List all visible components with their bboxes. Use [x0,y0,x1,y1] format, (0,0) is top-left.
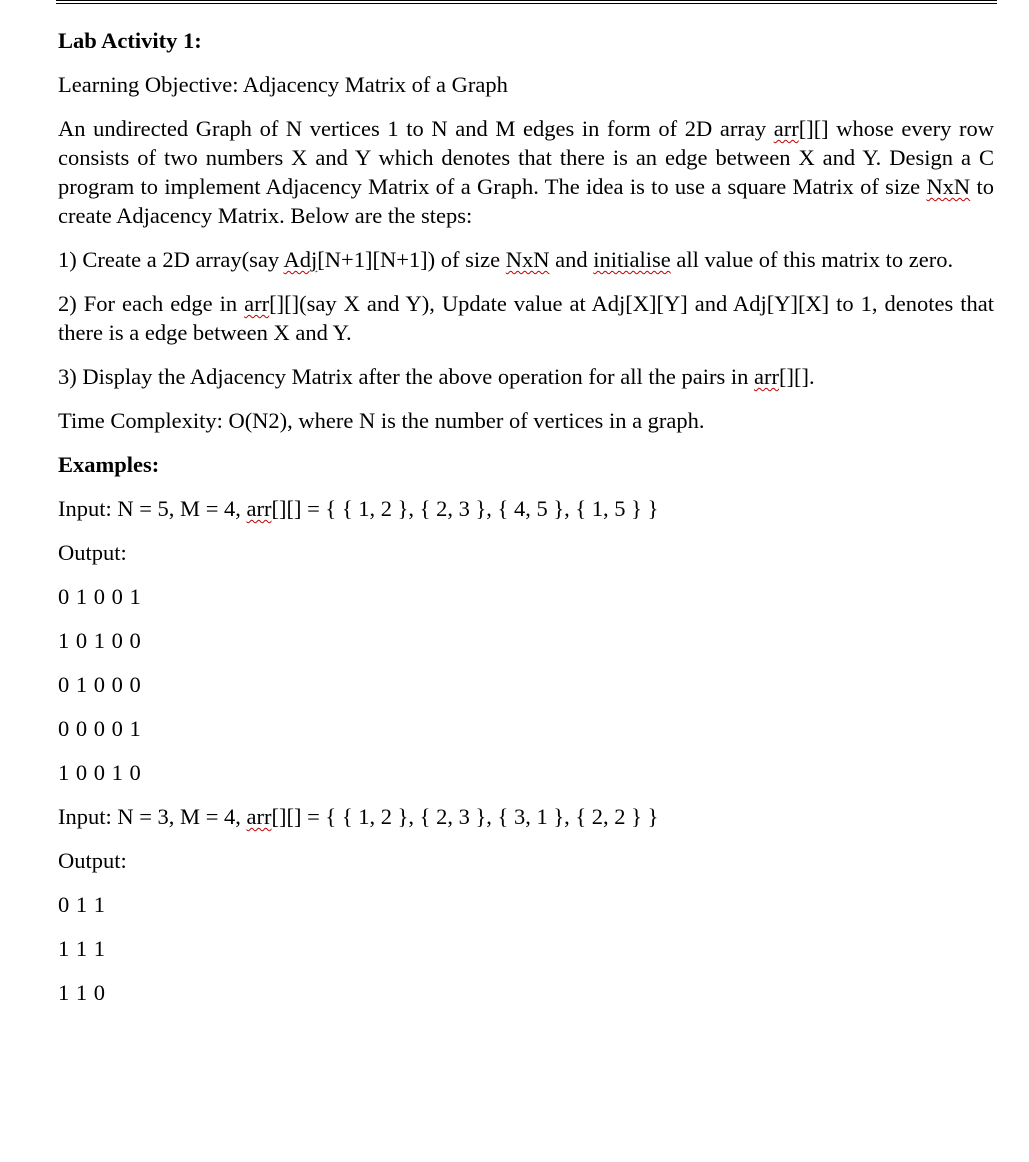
step-text: all value of this matrix to zero. [670,247,954,272]
input-text: Input: N = 5, M = 4, [58,496,247,521]
document-page [58,26,994,1022]
spellcheck-word: initialise [593,247,671,272]
description-text: [][] whose every row consists of two numbers X and Y which denotes that there is an edge between X and Y. Design a C program to implement Adjacency Matrix of a Graph. The idea is to use a square Matrix of size [58,116,995,199]
spellcheck-word: Adj [283,247,318,272]
matrix-row: 1 0 1 0 0 [58,628,142,653]
input-text: [][] = { { 1, 2 }, { 2, 3 }, { 3, 1 }, { 2, 2 } } [271,804,659,829]
example-2-output-label: Output: [58,848,127,873]
time-complexity: Time Complexity: O(N2), where N is the number of vertices in a graph. [58,408,705,433]
matrix-row: 0 1 0 0 1 [58,584,142,609]
learning-objective: Learning Objective: Adjacency Matrix of a Graph [58,72,508,97]
step-1 [58,245,994,274]
step-text: [][]. [779,364,815,389]
step-text: [][](say X and Y), Update value at Adj[X][Y] and Adj[Y][X] to 1, denotes that there is a edge between X and Y. [58,291,994,345]
matrix-row: 0 1 1 [58,892,106,917]
example-1-input [58,494,994,523]
page-title: Lab Activity 1: [58,28,202,53]
spellcheck-word: arr [246,804,272,829]
spellcheck-word: NxN [926,174,971,199]
top-rule [56,0,997,4]
example-1-output-label: Output: [58,540,127,565]
step-text: 3) Display the Adjacency Matrix after the above operation for all the pairs in [58,364,755,389]
description-text: to create Adjacency Matrix. Below are the steps: [58,174,994,228]
step-3 [58,362,994,391]
matrix-row: 1 1 1 [58,936,106,961]
spellcheck-word: NxN [505,247,550,272]
step-text: and [549,247,594,272]
matrix-row: 0 0 0 0 1 [58,716,142,741]
description-paragraph [58,114,994,230]
matrix-row: 1 1 0 [58,980,106,1005]
step-2 [58,289,994,347]
step-text: 1) Create a 2D array(say [58,247,284,272]
matrix-row: 0 1 0 0 0 [58,672,142,697]
examples-heading: Examples: [58,452,160,477]
input-text: Input: N = 3, M = 4, [58,804,247,829]
input-text: [][] = { { 1, 2 }, { 2, 3 }, { 4, 5 }, { 1, 5 } } [271,496,659,521]
spellcheck-word: arr [773,116,799,141]
example-2-input [58,802,994,831]
step-text: 2) For each edge in [58,291,245,316]
step-text: [N+1][N+1]) of size [317,247,506,272]
description-text: An undirected Graph of N vertices 1 to N and M edges in form of 2D array [58,116,774,141]
spellcheck-word: arr [754,364,779,389]
spellcheck-word: arr [246,496,272,521]
spellcheck-word: arr [244,291,270,316]
matrix-row: 1 0 0 1 0 [58,760,142,785]
